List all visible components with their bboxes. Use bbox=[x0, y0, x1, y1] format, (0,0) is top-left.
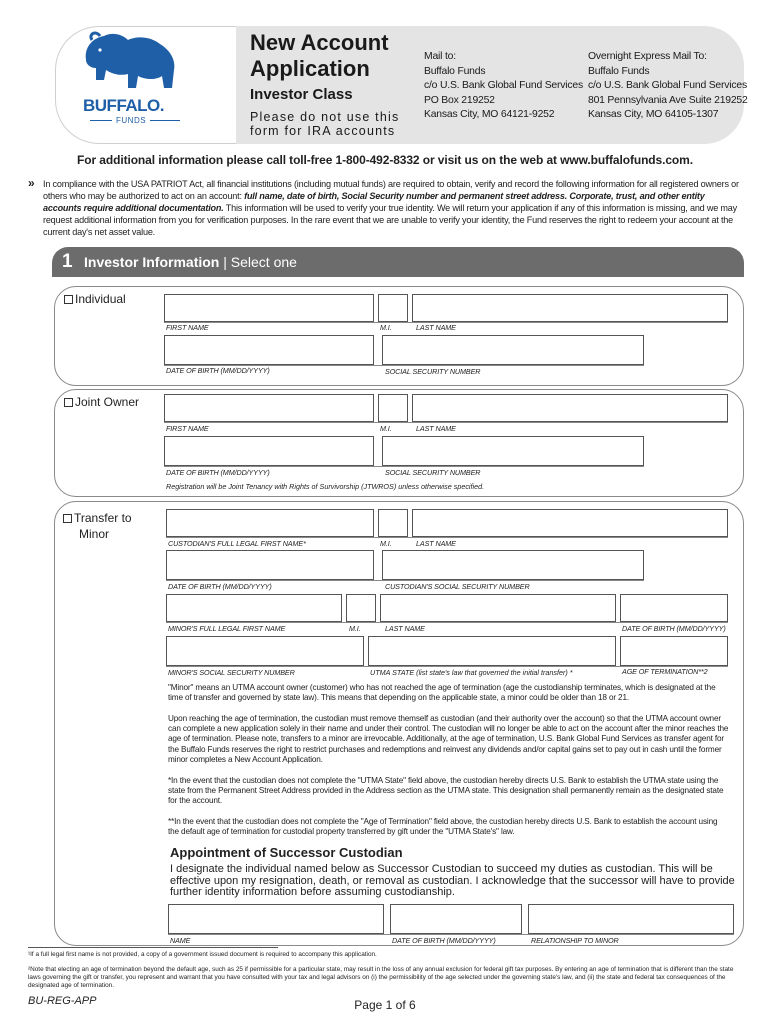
joint-ssn-input[interactable] bbox=[382, 436, 644, 466]
minor-first-name-input[interactable] bbox=[166, 594, 342, 622]
joint-dob-input[interactable] bbox=[164, 436, 374, 466]
custodian-first-name-label: CUSTODIAN'S FULL LEGAL FIRST NAME* bbox=[168, 539, 306, 548]
minor-definition-paragraph: "Minor" means an UTMA account owner (customer) who has not reached the age of termination (age the custodianship terminates, which is designated at the time of transfer and governed by state law). This means that depending on the applicable state, a minor could be older than 18 or 21. bbox=[168, 683, 716, 703]
successor-relationship-label: RELATIONSHIP TO MINOR bbox=[531, 936, 619, 945]
transfer-to-minor-checkbox[interactable] bbox=[63, 514, 72, 523]
successor-custodian-heading: Appointment of Successor Custodian bbox=[170, 845, 403, 860]
custodian-last-name-input[interactable] bbox=[412, 509, 728, 537]
footnote-1: ¹If a full legal first name is not provided, a copy of a government issued document is required to accompany this application. bbox=[28, 951, 377, 958]
custodian-first-name-input[interactable] bbox=[166, 509, 374, 537]
minor-first-name-label: MINOR'S FULL LEGAL FIRST NAME bbox=[168, 624, 286, 633]
last-name-label: LAST NAME bbox=[416, 424, 456, 433]
dob-label: DATE OF BIRTH (MM/DD/YYYY) bbox=[168, 582, 272, 591]
utma-state-label: UTMA STATE (list state's law that governed the initial transfer) * bbox=[370, 668, 573, 677]
individual-first-name-input[interactable] bbox=[164, 294, 374, 322]
joint-mi-input[interactable] bbox=[378, 394, 408, 422]
ssn-label: SOCIAL SECURITY NUMBER bbox=[385, 468, 481, 477]
successor-name-label: NAME bbox=[170, 936, 191, 945]
joint-first-name-input[interactable] bbox=[164, 394, 374, 422]
form-code: BU-REG-APP bbox=[28, 995, 97, 1007]
successor-name-input[interactable] bbox=[168, 904, 384, 934]
utma-state-input[interactable] bbox=[368, 636, 616, 666]
buffalo-logo-icon bbox=[78, 30, 188, 92]
footnote-2: ²Note that electing an age of termination beyond the default age, such as 25 if permissible for a particular state, may result in the loss of any annual exclusion for federal gift tax purposes. By entering an age of termination that is different than the state laws governing the gift or transfer, you represent and warrant that you have consulted with your tax and legal advisors on (i) the permissibility of the age selected under the governing state's law, and (ii) the state and federal tax consequences of the designated age of termination. bbox=[28, 966, 734, 989]
age-of-termination-input[interactable] bbox=[620, 636, 728, 666]
overnight-address: Overnight Express Mail To: Buffalo Funds c/o U.S. Bank Global Fund Services 801 Pennsylvania Ave Suite 219252 Kansas City, MO 64105-1307 bbox=[588, 51, 748, 120]
jtwros-note: Registration will be Joint Tenancy with Rights of Survivorship (JTWROS) unless otherwise specified. bbox=[166, 482, 485, 491]
chevron-right-icon: » bbox=[28, 176, 35, 190]
section-header-investor-information bbox=[52, 247, 744, 277]
ssn-label: SOCIAL SECURITY NUMBER bbox=[385, 367, 481, 376]
minor-ssn-input[interactable] bbox=[166, 636, 364, 666]
logo-subtext: FUNDS bbox=[112, 116, 150, 125]
divider bbox=[164, 466, 644, 467]
compliance-paragraph: In compliance with the USA PATRIOT Act, all financial institutions (including mutual funds) are required to obtain, verify and record the following information for all registered owners or others who may be authorized to act on an account: full name, date of birth, Social Security number and permanent street address. Corporate, trust, and other entity accounts require additional documentation. This information will be used to verify your true identity. We will return your application if any of this information is missing, and we may request additional information from you for verification purposes. In the rare event that we are unable to verify your identity, the Fund reserves the right to redeem your account at the current day's net asset value. bbox=[43, 179, 739, 237]
divider bbox=[166, 580, 644, 581]
minor-ssn-label: MINOR'S SOCIAL SECURITY NUMBER bbox=[168, 668, 295, 677]
age-of-termination-label: AGE OF TERMINATION**2 bbox=[622, 667, 708, 676]
first-name-label: FIRST NAME bbox=[166, 323, 209, 332]
termination-paragraph: Upon reaching the age of termination, the custodian must remove themself as custodian (and their authority over the account) so that the UTMA account owner can complete a new application solely in their name and under their control. The custodian will no longer be able to act on the account after the minor reaches the age of termination. Please note, transfers to a minor are irrevocable. Additionally, at the age of termination, U.S. Bank Global Fund Services as transfer agent for the Buffalo Funds reserves the right to restrict purchases and redemptions and reinvest any dividends and/or capital gains set to pay out in cash until the former minor completes a New Account Application. bbox=[168, 714, 729, 764]
investor-class-subtitle: Investor Class bbox=[250, 86, 353, 103]
individual-checkbox[interactable] bbox=[64, 295, 73, 304]
minor-mi-input[interactable] bbox=[346, 594, 376, 622]
page-number: Page 1 of 6 bbox=[354, 998, 416, 1012]
individual-mi-input[interactable] bbox=[378, 294, 408, 322]
individual-dob-input[interactable] bbox=[164, 335, 374, 365]
custodian-mi-input[interactable] bbox=[378, 509, 408, 537]
joint-last-name-input[interactable] bbox=[412, 394, 728, 422]
divider bbox=[168, 934, 734, 935]
individual-last-name-input[interactable] bbox=[412, 294, 728, 322]
divider bbox=[166, 537, 728, 538]
dob-label: DATE OF BIRTH (MM/DD/YYYY) bbox=[166, 366, 270, 375]
age-termination-paragraph: **In the event that the custodian does not complete the "Age of Termination" field above, the custodian hereby directs U.S. Bank to establish the account using the default age of termination for custodial property transferred by gift under the "UTMA State's" law. bbox=[168, 817, 718, 837]
minor-dob-label: DATE OF BIRTH (MM/DD/YYYY) bbox=[622, 624, 726, 633]
mi-label: M.I. bbox=[380, 539, 392, 548]
divider bbox=[164, 422, 728, 423]
utma-state-paragraph: *In the event that the custodian does not complete the "UTMA State" field above, the custodian hereby directs U.S. Bank to establish the UTMA state using the state from the Permanent Street Address provided in the Address section as the UTMA state. This designation shall permanently remain as the designated state for the account. bbox=[168, 776, 724, 806]
first-name-label: FIRST NAME bbox=[166, 424, 209, 433]
successor-dob-label: DATE OF BIRTH (MM/DD/YYYY) bbox=[392, 936, 496, 945]
individual-option[interactable]: Individual bbox=[64, 292, 126, 306]
divider bbox=[166, 622, 728, 623]
section-number: 1 bbox=[62, 251, 73, 272]
minor-dob-input[interactable] bbox=[620, 594, 728, 622]
successor-relationship-input[interactable] bbox=[528, 904, 734, 934]
custodian-ssn-label: CUSTODIAN'S SOCIAL SECURITY NUMBER bbox=[385, 582, 530, 591]
last-name-label: LAST NAME bbox=[385, 624, 425, 633]
joint-owner-option[interactable]: Joint Owner bbox=[64, 395, 139, 409]
last-name-label: LAST NAME bbox=[416, 323, 456, 332]
footnote-rule bbox=[28, 947, 278, 948]
mi-label: M.I. bbox=[349, 624, 361, 633]
transfer-to-minor-option[interactable]: Transfer to Minor bbox=[63, 510, 132, 542]
page-title: New Account Application bbox=[250, 30, 389, 81]
custodian-dob-input[interactable] bbox=[166, 550, 374, 580]
ira-note: Please do not use this form for IRA accounts bbox=[250, 110, 400, 138]
custodian-ssn-input[interactable] bbox=[382, 550, 644, 580]
individual-ssn-input[interactable] bbox=[382, 335, 644, 365]
successor-custodian-text: I designate the individual named below as Successor Custodian to succeed my duties as custodian. This will be effective upon my resignation, death, or removal as custodian. I acknowledge that the successor will have to provide further identity information before assuming custodianship. bbox=[170, 863, 735, 898]
mail-to-address: Mail to: Buffalo Funds c/o U.S. Bank Global Fund Services PO Box 219252 Kansas City, MO 64121-9252 bbox=[424, 51, 583, 120]
logo-text: BUFFALO. bbox=[83, 96, 164, 115]
info-line: For additional information please call toll-free 1-800-492-8332 or visit us on the web at www.buffalofunds.com. bbox=[77, 153, 693, 167]
joint-owner-checkbox[interactable] bbox=[64, 398, 73, 407]
section-title: Investor Information | Select one bbox=[84, 254, 297, 270]
mi-label: M.I. bbox=[380, 323, 392, 332]
minor-last-name-input[interactable] bbox=[380, 594, 616, 622]
successor-dob-input[interactable] bbox=[390, 904, 522, 934]
dob-label: DATE OF BIRTH (MM/DD/YYYY) bbox=[166, 468, 270, 477]
mi-label: M.I. bbox=[380, 424, 392, 433]
last-name-label: LAST NAME bbox=[416, 539, 456, 548]
